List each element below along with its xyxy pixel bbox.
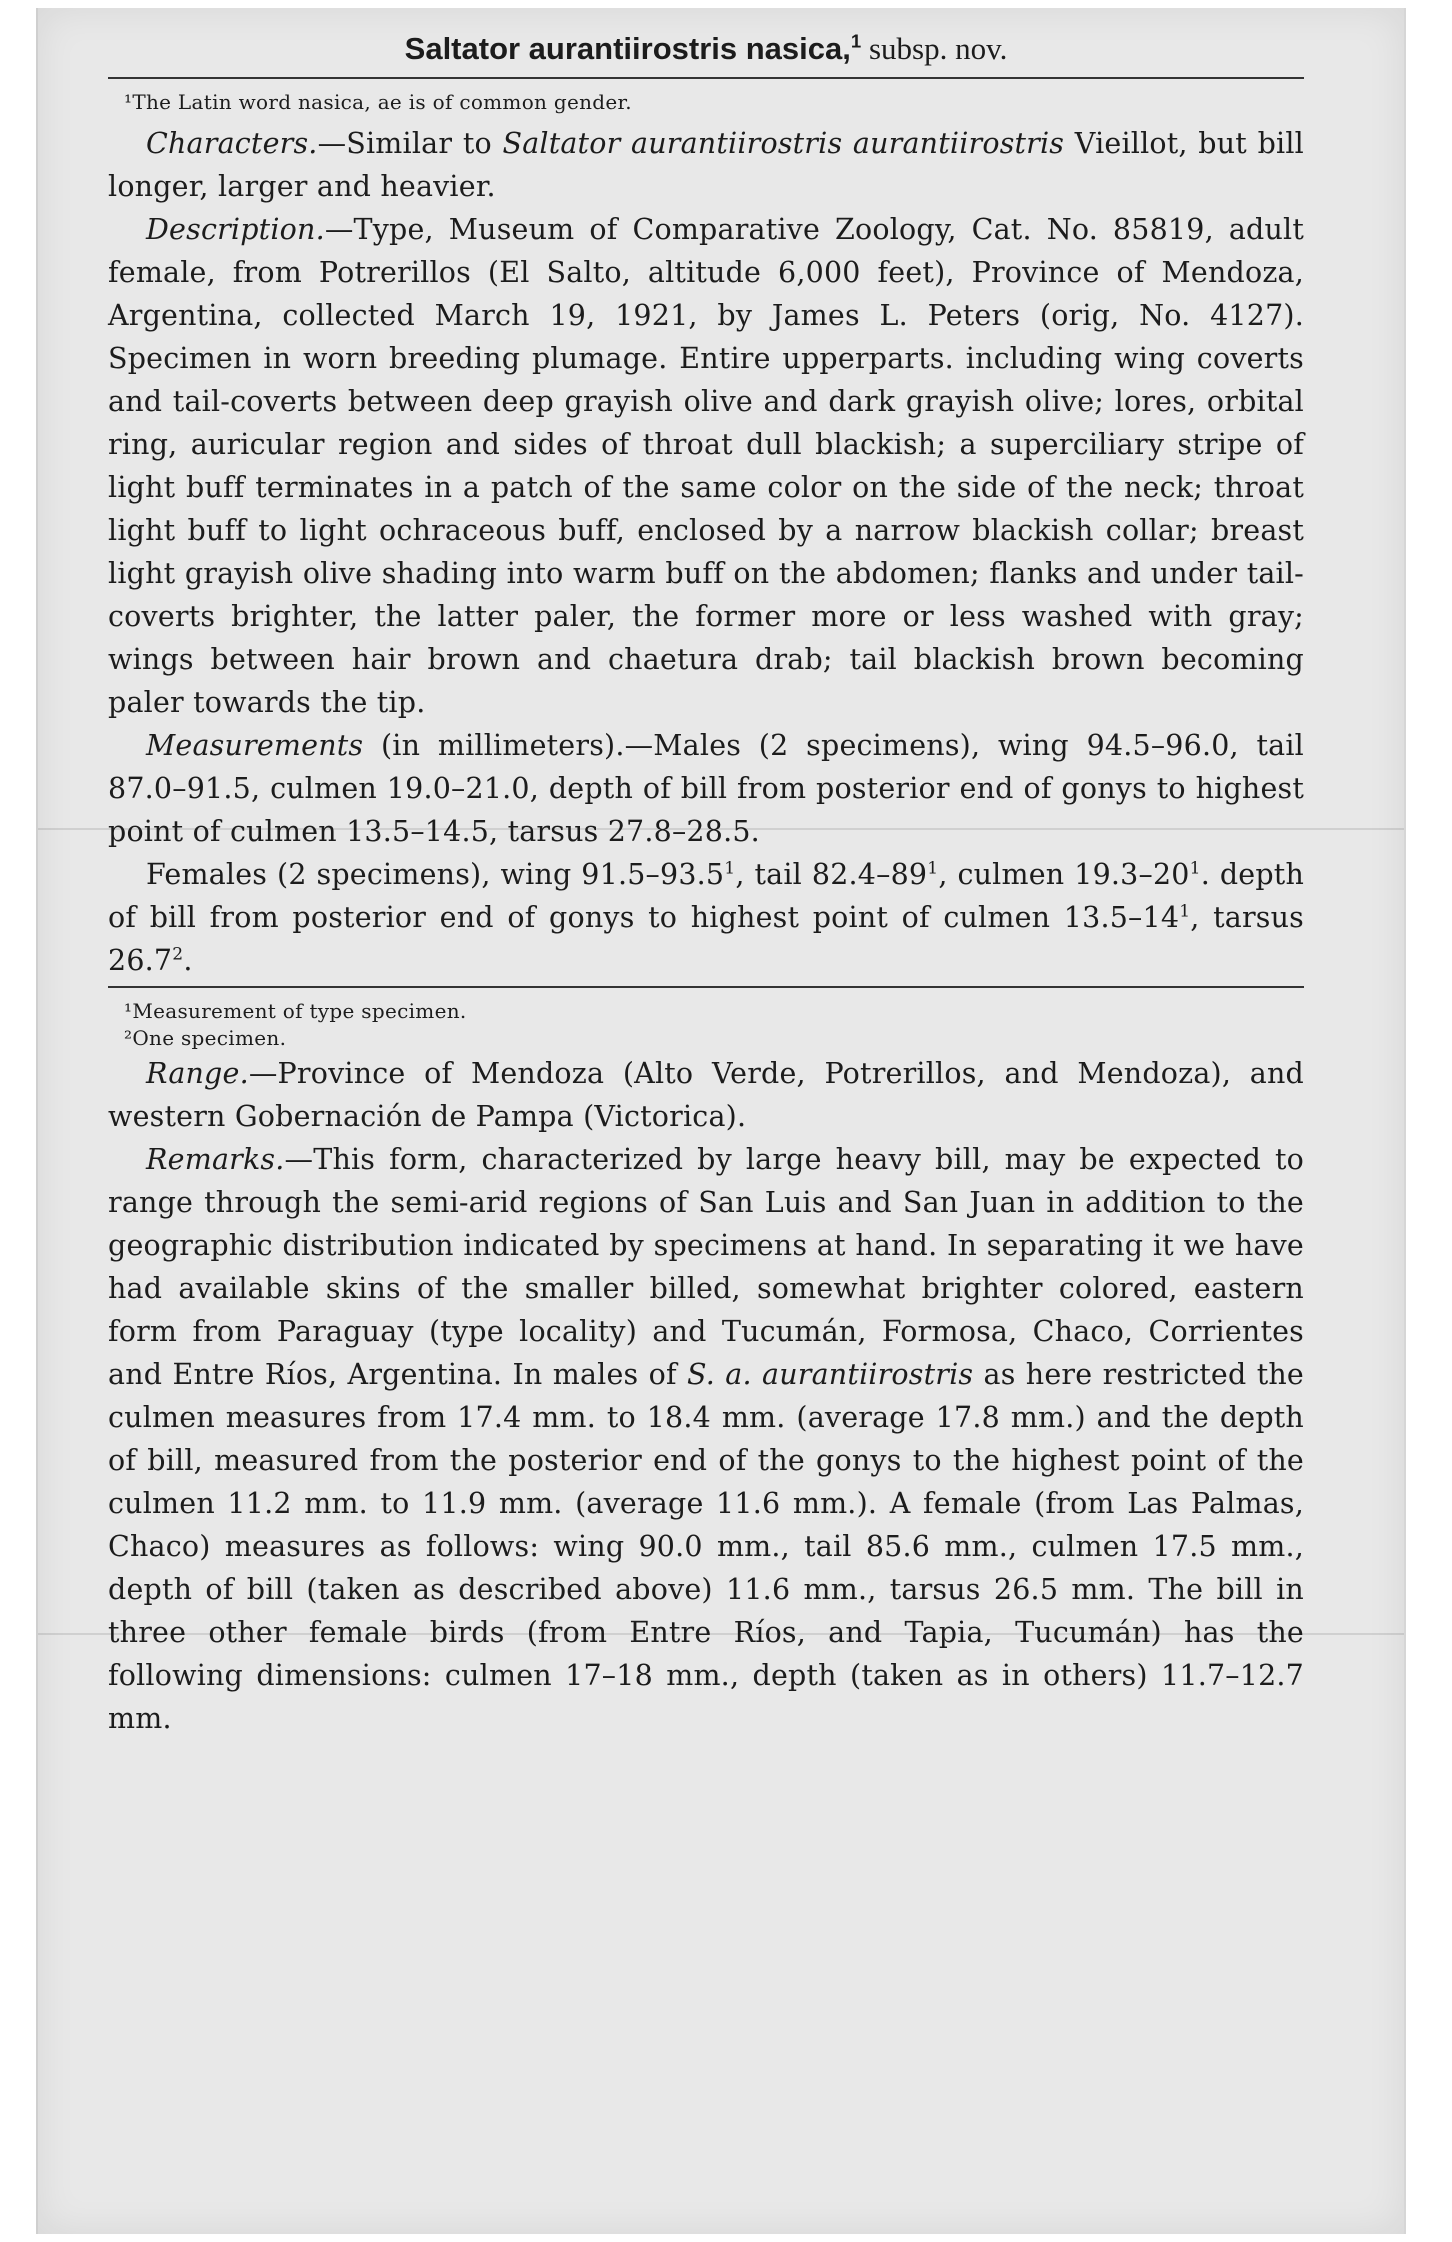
- footnote-mark: 1: [927, 858, 939, 879]
- footnote-type-specimen: ¹Measurement of type specimen.: [124, 998, 467, 1023]
- females-text: , tail 82.4–89: [735, 857, 928, 891]
- footnote-latin: ¹The Latin word nasica, ae is of common gender.: [124, 89, 632, 114]
- measurements-paragraph: [108, 724, 1304, 853]
- title-rest: subsp. nov.: [861, 31, 1008, 66]
- females-text: , tarsus 26.7: [108, 900, 1304, 977]
- description-lead: Description.: [146, 212, 325, 246]
- document-body: [108, 30, 1304, 1740]
- characters-text-1: —Similar to: [317, 126, 503, 160]
- title-name: Saltator aurantiirostris nasica,: [404, 31, 851, 66]
- range-paragraph: [108, 1052, 1304, 1138]
- remarks-text-2: as here restricted the culmen measures from 17.4 mm. to 18.4 mm. (average 17.8 mm.) and the depth of bill, measured from the posterior end of the gonys to the highest point of the culmen 11.2 mm. to 11.9 mm. (average 11.6 mm.). A female (from Las Palmas, Chaco) measures as follows: wing 90.0 mm., tail 85.6 mm., culmen 17.5 mm., depth of bill (taken as described above) 11.6 mm., tarsus 26.5 mm. The bill in three other female birds (from Entre Ríos, and Tapia, Tucumán) has the following dimensions: culmen 17–18 mm., depth (taken as in others) 11.7–12.7 mm.: [108, 1357, 1304, 1735]
- page-title: [108, 30, 1304, 69]
- range-text: —Province of Mendoza (Alto Verde, Potrerillos, and Mendoza), and western Gobernación de Pampa (Victorica).: [108, 1056, 1304, 1133]
- title-rule: [108, 77, 1304, 79]
- remarks-species: S. a. aurantiirostris: [687, 1357, 974, 1391]
- measurements-lead: Measurements: [146, 728, 364, 762]
- remarks-lead: Remarks.: [146, 1142, 285, 1176]
- measurements-text: (in millimeters).—Males (2 specimens), wing 94.5–96.0, tail 87.0–91.5, culmen 19.0–21.0, depth of bill from posterior end of gonys to highest point of culmen 13.5–14.5, tarsus 27.8–28.5.: [108, 728, 1304, 848]
- title-footnote-mark: 1: [850, 30, 862, 52]
- footnote-mark: 1: [1179, 901, 1191, 922]
- remarks-paragraph: [108, 1138, 1304, 1740]
- footnote-one-specimen: ²One specimen.: [124, 1025, 287, 1050]
- paper-sheet: [36, 8, 1406, 2234]
- footnote-rule: [108, 986, 1304, 988]
- females-text: , culmen 19.3–20: [938, 857, 1190, 891]
- characters-text-2: Vieillot, but bill longer, larger and heavier.: [108, 126, 1304, 203]
- females-text: .: [183, 943, 193, 977]
- footnote-mark: 2: [172, 944, 184, 965]
- females-paragraph: [108, 853, 1304, 982]
- footnote-mark: 1: [1189, 858, 1201, 879]
- characters-species: Saltator aurantiirostris aurantiirostris: [502, 126, 1065, 160]
- remarks-text-1: —This form, characterized by large heavy bill, may be expected to range through the semi-arid regions of San Luis and San Juan in addition to the geographic distribution indicated by specimens at hand. In separating it we have had available skins of the smaller billed, somewhat brighter colored, eastern form from Paraguay (type locality) and Tucumán, Formosa, Chaco, Corrientes and Entre Ríos, Argentina. In males of: [108, 1142, 1304, 1391]
- characters-paragraph: [108, 122, 1304, 208]
- females-text: Females (2 specimens), wing 91.5–93.5: [146, 857, 725, 891]
- description-paragraph: [108, 208, 1304, 724]
- footnote-mark: 1: [724, 858, 736, 879]
- description-text: —Type, Museum of Comparative Zoology, Cat. No. 85819, adult female, from Potrerillos (El Salto, altitude 6,000 feet), Province of Mendoza, Argentina, collected March 19, 1921, by James L. Peters (orig, No. 4127). Specimen in worn breeding plumage. Entire upperparts. including wing coverts and tail-coverts between deep grayish olive and dark grayish olive; lores, orbital ring, auricular region and sides of throat dull blackish; a superciliary stripe of light buff terminates in a patch of the same color on the side of the neck; throat light buff to light ochraceous buff, enclosed by a narrow blackish collar; breast light grayish olive shading into warm buff on the abdomen; flanks and under tail-coverts brighter, the latter paler, the former more or less washed with gray; wings between hair brown and chaetura drab; tail blackish brown becoming paler towards the tip.: [108, 212, 1304, 719]
- range-lead: Range.: [146, 1056, 249, 1090]
- females-text: . depth of bill from posterior end of gonys to highest point of culmen 13.5–14: [108, 857, 1305, 934]
- characters-lead: Characters.: [146, 126, 318, 160]
